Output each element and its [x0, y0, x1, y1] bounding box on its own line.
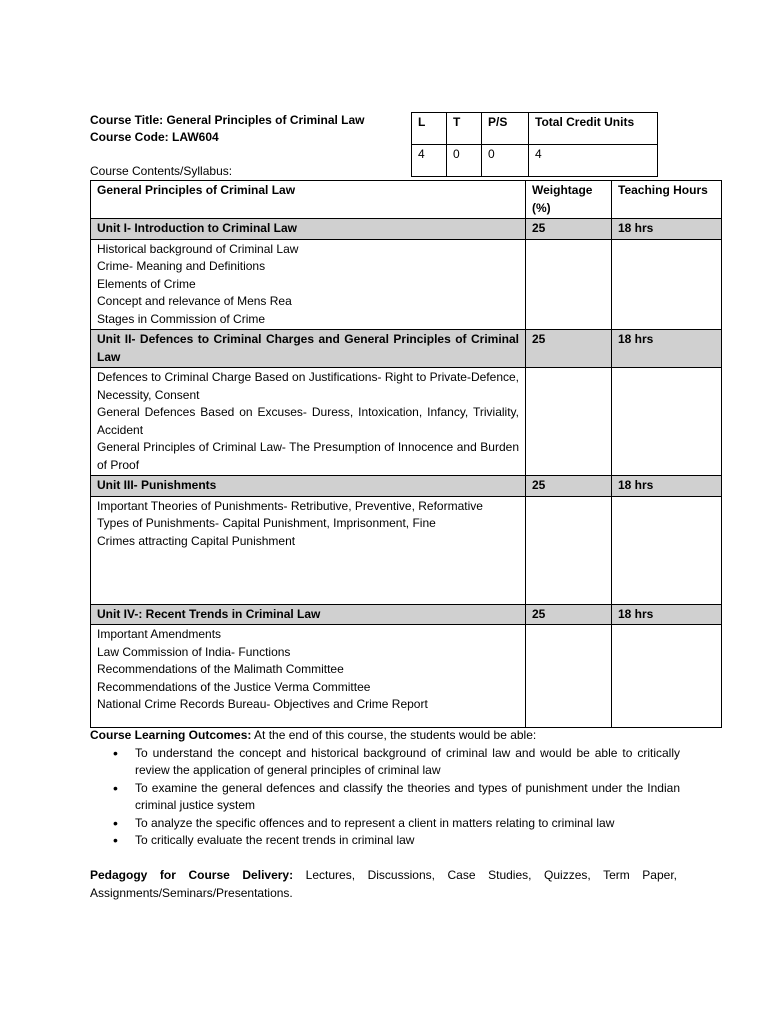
credit-header-ps: P/S: [482, 113, 529, 145]
outcomes-intro-text: At the end of this course, the students would be able:: [251, 728, 537, 742]
empty-cell: [526, 239, 612, 330]
credit-value-total: 4: [529, 145, 658, 177]
credit-value-ps: 0: [482, 145, 529, 177]
empty-cell: [612, 368, 722, 476]
credit-value-t: 0: [447, 145, 482, 177]
unit-topics: [91, 368, 526, 476]
syllabus-header-subject: General Principles of Criminal Law: [91, 181, 526, 219]
unit-title: Unit III- Punishments: [91, 476, 526, 497]
learning-outcomes: [90, 727, 680, 850]
empty-cell: [526, 496, 612, 604]
unit-row-3: [91, 476, 722, 497]
topic-item: Defences to Criminal Charge Based on Justifications- Right to Private-Defence, Necessity, Consent: [97, 370, 519, 402]
outcome-item: • To understand the concept and historical background of criminal law and would be able to critically review the application of general principles of criminal law: [135, 745, 680, 780]
topic-item: Elements of Crime: [97, 276, 196, 291]
unit-weightage: 25: [526, 219, 612, 240]
topic-item: Historical background of Criminal Law: [97, 241, 299, 256]
unit-hours: 18 hrs: [612, 476, 722, 497]
unit-weightage: 25: [526, 604, 612, 625]
credit-value-l: 4: [412, 145, 447, 177]
unit-topics-row-4: [91, 625, 722, 728]
outcomes-list: [90, 745, 680, 850]
empty-cell: [612, 239, 722, 330]
credit-value-row: [412, 145, 658, 177]
topic-item: Crimes attracting Capital Punishment: [97, 533, 296, 548]
empty-cell: [526, 368, 612, 476]
unit-topics-row-2: [91, 368, 722, 476]
course-title: Course Title: General Principles of Criminal Law: [90, 113, 365, 127]
course-code: Course Code: LAW604: [90, 130, 219, 144]
unit-title: Unit IV-: Recent Trends in Criminal Law: [91, 604, 526, 625]
credit-header-row: [412, 113, 658, 145]
syllabus-header-row: [91, 181, 722, 219]
credit-header-l: L: [412, 113, 447, 145]
outcomes-intro: [90, 727, 680, 745]
outcome-item: • To critically evaluate the recent trends in criminal law: [135, 832, 680, 850]
topic-item: Recommendations of the Justice Verma Committee: [97, 679, 371, 694]
unit-title: Unit II- Defences to Criminal Charges and General Principles of Criminal Law: [91, 330, 526, 368]
unit-row-4: [91, 604, 722, 625]
outcomes-label: Course Learning Outcomes:: [90, 728, 252, 742]
empty-cell: [526, 625, 612, 728]
unit-hours: 18 hrs: [612, 604, 722, 625]
unit-weightage: 25: [526, 476, 612, 497]
topic-item: Recommendations of the Malimath Committee: [97, 662, 344, 676]
topic-item: Types of Punishments- Capital Punishment, Imprisonment, Fine: [97, 516, 436, 530]
credit-header-total: Total Credit Units: [529, 113, 658, 145]
unit-weightage: 25: [526, 330, 612, 368]
unit-topics: [91, 625, 526, 728]
pedagogy-label: Pedagogy for Course Delivery:: [90, 868, 294, 882]
syllabus-header-weightage: Weightage (%): [526, 181, 612, 219]
pedagogy-text: Lectures, Discussions, Case Studies, Quizzes, Term Paper, Assignments/Seminars/Presentations.: [90, 868, 677, 900]
unit-row-1: [91, 219, 722, 240]
credit-header-t: T: [447, 113, 482, 145]
unit-topics-row-3: [91, 496, 722, 604]
syllabus-header-hours: Teaching Hours: [612, 181, 722, 219]
empty-cell: [612, 625, 722, 728]
outcome-item: • To examine the general defences and classify the theories and types of punishment under the Indian criminal justice system: [135, 780, 680, 815]
syllabus-table: [90, 180, 722, 728]
unit-row-2: [91, 330, 722, 368]
unit-topics: [91, 496, 526, 604]
unit-topics-row-1: [91, 239, 722, 330]
unit-topics: [91, 239, 526, 330]
topic-item: Important Amendments: [97, 627, 222, 641]
topic-item: Important Theories of Punishments- Retributive, Preventive, Reformative: [97, 498, 483, 513]
course-header: [90, 112, 365, 146]
topic-item: General Principles of Criminal Law- The Presumption of Innocence and Burden of Proof: [97, 440, 519, 472]
topic-item: National Crime Records Bureau- Objectives and Crime Report: [97, 697, 428, 711]
topic-item: Law Commission of India- Functions: [97, 644, 291, 659]
unit-hours: 18 hrs: [612, 219, 722, 240]
outcome-item: • To analyze the specific offences and to represent a client in matters relating to criminal law: [135, 815, 680, 833]
empty-cell: [612, 496, 722, 604]
contents-label: Course Contents/Syllabus:: [90, 164, 233, 178]
topic-item: Concept and relevance of Mens Rea: [97, 294, 292, 308]
topic-item: Stages in Commission of Crime: [97, 311, 266, 326]
pedagogy: [90, 867, 677, 902]
credit-units-table: [411, 112, 658, 177]
unit-title: Unit I- Introduction to Criminal Law: [91, 219, 526, 240]
unit-hours: 18 hrs: [612, 330, 722, 368]
topic-item: General Defences Based on Excuses- Duress, Intoxication, Infancy, Triviality, Accident: [97, 405, 519, 437]
topic-item: Crime- Meaning and Definitions: [97, 259, 266, 273]
